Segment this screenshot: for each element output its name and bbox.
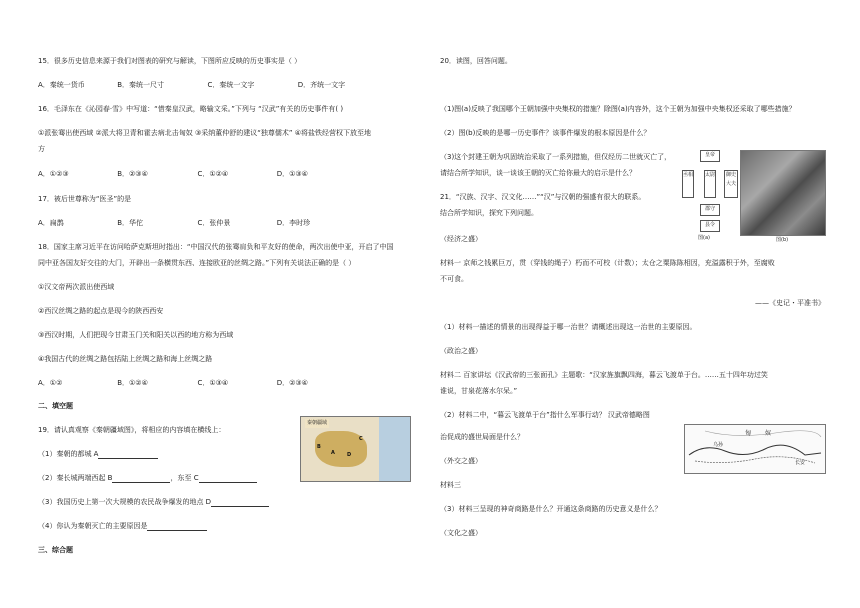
route-label-wusun: 乌孙 (713, 442, 724, 448)
q21-material2-line2: 谁说，甘泉花落水尔呆。” (440, 387, 518, 395)
q18-item-3: ③西汉时期，人们把现今甘肃玉门关和阳关以西的地方称为西域 (38, 331, 234, 339)
q20-stem: 20．读图，回答问题。 (440, 57, 512, 65)
q20-part3-line1: （3)这个封建王朝为巩固统治采取了一系列措施，但仅经历二世就灭亡了， (440, 153, 672, 161)
q15-options (38, 81, 345, 90)
q18-option-b[interactable]: B．①②④ (117, 379, 148, 387)
photo-caption: 图(b) (776, 237, 789, 243)
section-comprehensive-heading: 三、综合题 (38, 546, 73, 554)
q18-option-c[interactable]: C．①③④ (197, 379, 229, 387)
route-label-changan: 长安 (795, 460, 806, 466)
q21-question3: （3）材料三呈现的神奇商路是什么？开通这条商路的历史意义是什么？ (440, 505, 662, 513)
q19-blank-reason[interactable] (147, 523, 207, 531)
q21-material1-source: ——《史记・平准书》 (755, 299, 825, 307)
map-label-d: D (347, 452, 352, 458)
q19-blank-a[interactable] (98, 451, 158, 459)
q17-option-a[interactable]: A．扁鹊 (38, 219, 64, 227)
q21-question2-line1: （2）材料二中，“暮云飞渡单于台”指什么军事行动？ 汉武帝德略图 (440, 411, 650, 419)
q19-blank-c[interactable] (199, 475, 257, 483)
q21-stem-line1: 21．“汉族、汉字、汉文化……”“汉”与汉朝的强盛有很大的联系。 (440, 193, 646, 201)
q18-option-a[interactable]: A．①② (38, 379, 63, 387)
q18-option-d[interactable]: D．②③④ (276, 379, 308, 387)
q19-item-3 (38, 498, 269, 507)
q19-blank-d[interactable] (211, 499, 269, 507)
q21-material2-line1: 材料二 百家讲坛《汉武帝的三张面孔》主题歌：“汉家旌旗飘四海，暮云飞渡单于台。……五十四年功过笑 (440, 371, 768, 379)
map-label-b: B (317, 444, 321, 450)
q20-diagram-a (682, 150, 738, 242)
map-label-c: C (359, 436, 363, 442)
q21-heading-diplomacy: （外交之盛） (440, 457, 482, 465)
diagram-node-emperor: 皇帝 (700, 150, 720, 162)
q19-item-2-tail: ，东至 C (170, 474, 199, 482)
q16-option-d[interactable]: D．①③④ (276, 170, 308, 178)
q19-stem: 19．请认真观察《秦朝疆域图》，将相应的内容填在横线上： (38, 426, 226, 434)
diagram-caption: 图(a) (698, 235, 710, 241)
q18-item-4: ④我国古代的丝绸之路包括陆上丝绸之路和海上丝绸之路 (38, 355, 213, 363)
q19-blank-b[interactable] (112, 475, 170, 483)
route-label-xiong: 匈 (745, 430, 752, 437)
q15-stem: 15．很多历史信息来源于我们对图表的研究与解读，下图所应反映的历史事实是（ ） (38, 57, 302, 65)
q15-option-c[interactable]: C．秦统一文字 (207, 81, 255, 89)
diagram-node-taiwei: 太尉 (704, 170, 716, 198)
q18-stem-line2: 同中亚各国友好交往的大门，开辟出一条横贯东西、连接欧亚的丝绸之路。”下列有关说法正确的是（ ） (38, 259, 356, 267)
q17-option-d[interactable]: D．李时珍 (276, 219, 311, 227)
q19-item-1-label: （1）秦朝的都城 A (38, 450, 99, 458)
q20-part2: （2）图(b)反映的是哪一历史事件？该事件爆发的根本原因是什么？ (440, 129, 651, 137)
q21-heading-economy: （经济之盛） (440, 235, 482, 243)
diagram-node-commandery: 郡守 (700, 204, 720, 216)
q16-option-a[interactable]: A．①②③ (38, 170, 69, 178)
map-label-a: A (331, 450, 335, 456)
q21-question2-line2: 治促成的盛世局面是什么？ (440, 433, 524, 441)
q20-part3-line2: 请结合所学知识，谈一谈该王朝的灭亡给你最大的启示是什么？ (440, 169, 636, 177)
q16-stem: 16．毛泽东在《沁园春·雪》中写道：“惜秦皇汉武，略输文采。”下列与 “汉武”有关的历史事件有( ) (38, 105, 344, 113)
qin-territory-map (300, 416, 411, 482)
route-label-nu: 奴 (765, 430, 772, 437)
q16-option-b[interactable]: B．②③④ (117, 170, 148, 178)
q17-option-c[interactable]: C．张仲景 (197, 219, 231, 227)
q17-option-b[interactable]: B．华佗 (117, 219, 144, 227)
q18-options (38, 379, 308, 388)
q21-question1: （1）材料一描述的情景的出现得益于哪一治世？请概述出现这一治世的主要原因。 (440, 323, 697, 331)
diagram-node-chancellor: 丞相 (682, 170, 694, 198)
map-title: 秦朝疆域 (307, 420, 328, 426)
q21-stem-line2: 结合所学知识，探究下列问题。 (440, 209, 538, 217)
q20-uprising-painting (740, 150, 826, 236)
silk-road-map (684, 424, 826, 474)
q19-item-3-label: （3）我国历史上第一次大规模的农民战争爆发的地点 D (38, 498, 212, 506)
q21-heading-culture: （文化之盛） (440, 529, 482, 537)
q19-item-1 (38, 450, 158, 459)
q16-options (38, 170, 308, 179)
q18-stem-line1: 18．国家主席习近平在访问哈萨克斯坦时指出：“中国汉代的张骞肩负和平友好的使命，两次出使中亚，开启了中国 (38, 243, 394, 251)
diagram-node-censor: 御史大夫 (724, 170, 738, 198)
q15-option-d[interactable]: D．齐统一文字 (297, 81, 346, 89)
q17-options (38, 219, 310, 228)
q16-items-line1: ①派张骞出使西域 ②派大将卫青和霍去病北击匈奴 ③采纳董仲舒的建议“独尊儒术” ④将盐铁经营权下放至地 (38, 129, 372, 137)
q21-heading-politics: （政治之盛） (440, 347, 482, 355)
section-fill-in-heading: 二、填空题 (38, 402, 73, 410)
q19-item-2-label: （2）秦长城两端西起 B (38, 474, 113, 482)
q18-item-2: ②西汉丝绸之路的起点是现今的陕西西安 (38, 307, 164, 315)
q21-material1-line1: 材料一 京师之钱累巨万，贯（穿钱的绳子）朽而不可校（计数）；太仓之粟陈陈相因，充溢露积于外，至腐败 (440, 259, 775, 267)
q16-option-c[interactable]: C．①②④ (197, 170, 229, 178)
q21-material3-label: 材料三 (440, 481, 461, 489)
q19-item-4 (38, 522, 207, 531)
q21-material1-line2: 不可食。 (440, 275, 468, 283)
q16-items-line2: 方 (38, 145, 45, 153)
diagram-node-county: 县令 (700, 220, 720, 232)
q15-option-a[interactable]: A．秦统一货币 (38, 81, 85, 89)
q15-option-b[interactable]: B．秦统一尺寸 (117, 81, 165, 89)
q19-item-4-label: （4）你认为秦朝灭亡的主要原因是 (38, 522, 148, 530)
q17-stem: 17．被后世尊称为“医圣”的是 (38, 195, 132, 203)
q19-item-2 (38, 474, 257, 483)
q18-item-1: ①汉文帝两次派出使西域 (38, 283, 115, 291)
q20-part1: （1)图(a)反映了我国哪个王朝加强中央集权的措施？除图(a)内容外，这个王朝为加强中央集权还采取了哪些措施？ (440, 105, 796, 113)
